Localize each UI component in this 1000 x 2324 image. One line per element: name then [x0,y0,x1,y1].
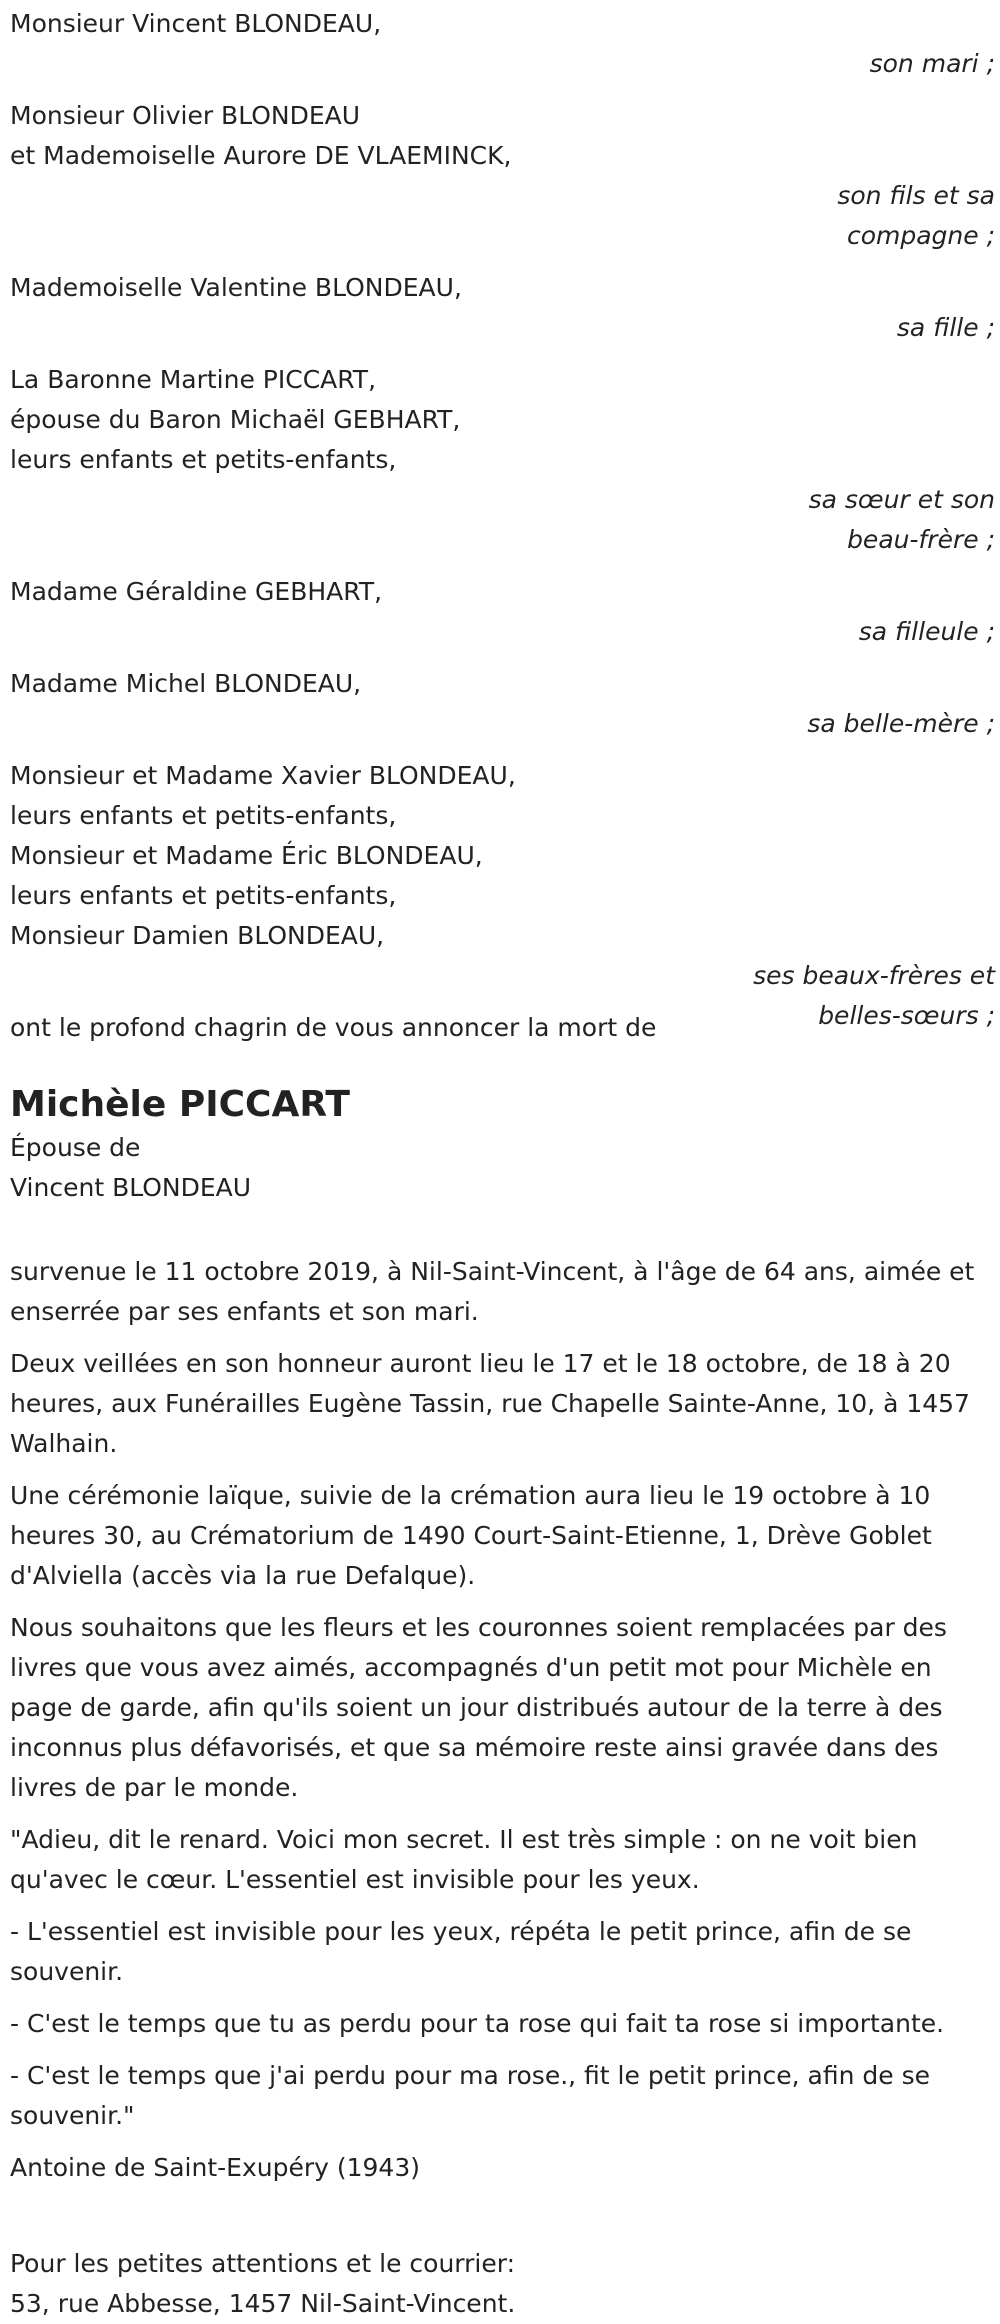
family-role [10,956,995,1036]
paragraph-death-details: survenue le 11 octobre 2019, à Nil-Saint-Vincent, à l'âge de 64 ans, aimée et enserrée par ses enfants et son mari. [10,1257,975,1326]
family-names [10,4,990,44]
family-name-line: La Baronne Martine PICCART, [10,365,377,394]
family-names [10,664,990,704]
family-names [10,572,990,612]
quote-line: "Adieu, dit le renard. Voici mon secret. Il est très simple : on ne voit bien qu'avec le cœur. L'essentiel est invisible pour les yeux. [10,1825,918,1894]
deceased-name: Michèle PICCART [10,1084,350,1125]
family-group-son [10,96,995,256]
family-name-line: leurs enfants et petits-enfants, [10,801,397,830]
family-role-line: sa sœur et son [808,485,995,514]
contact-address: 53, rue Abbesse, 1457 Nil-Saint-Vincent. [10,2289,516,2318]
family-name-line: Monsieur et Madame Xavier BLONDEAU, [10,761,516,790]
family-group-goddaughter [10,572,995,652]
family-role-line: sa fille ; [896,313,995,342]
spacer [10,2200,990,2244]
family-role [10,612,995,652]
family-role-line: ses beaux-frères et [753,961,995,990]
family-name-line: Madame Géraldine GEBHART, [10,577,383,606]
family-names [10,360,990,480]
family-names [10,268,990,308]
family-group-sister [10,360,995,560]
family-role-line: son fils et sa [837,181,995,210]
family-group-mother-in-law [10,664,995,744]
family-name-line: épouse du Baron Michaël GEBHART, [10,405,461,434]
family-role [10,704,995,744]
family-name-line: Mademoiselle Valentine BLONDEAU, [10,273,462,302]
quote-line: - C'est le temps que tu as perdu pour ta rose qui fait ta rose si importante. [10,2009,945,2038]
family-role [10,480,995,560]
announcement-intro: ont le profond chagrin de vous annoncer la mort de [10,1013,657,1042]
quote-line: - L'essentiel est invisible pour les yeux, répéta le petit prince, afin de se souvenir. [10,1917,912,1986]
family-role [10,308,995,348]
family-name-line: Monsieur et Madame Éric BLONDEAU, [10,841,483,870]
family-role [10,44,995,84]
family-role [10,176,995,256]
family-role-line: sa filleule ; [858,617,995,646]
family-role-line: son mari ; [869,49,995,78]
family-name-line: et Mademoiselle Aurore DE VLAEMINCK, [10,141,512,170]
family-name-line: Monsieur Damien BLONDEAU, [10,921,385,950]
paragraph-ceremony: Une cérémonie laïque, suivie de la crémation aura lieu le 19 octobre à 10 heures 30, au Crématorium de 1490 Court-Saint-Etienne, 1, Drève Goblet d'Alviella (accès via la rue Defalque). [10,1481,932,1590]
family-role-line: beau-frère ; [847,525,995,554]
family-name-line: leurs enfants et petits-enfants, [10,881,397,910]
family-group-husband [10,4,995,84]
paragraph-vigils: Deux veillées en son honneur auront lieu le 17 et le 18 octobre, de 18 à 20 heures, aux Funérailles Eugène Tassin, rue Chapelle Sainte-Anne, 10, à 1457 Walhain. [10,1349,970,1458]
spouse-name: Vincent BLONDEAU [10,1173,252,1202]
family-group-in-laws [10,756,995,1036]
family-name-line: Monsieur Vincent BLONDEAU, [10,9,382,38]
family-group-daughter [10,268,995,348]
family-name-line: Monsieur Olivier BLONDEAU [10,101,361,130]
paragraph-books-request: Nous souhaitons que les fleurs et les couronnes soient remplacées par des livres que vous avez aimés, accompagnés d'un petit mot pour Michèle en page de garde, afin qu'ils soient un jour distribués autour de la terre à des inconnus plus défavorisés, et que sa mémoire reste ainsi gravée dans des livres de par le monde. [10,1613,947,1802]
family-role-line: sa belle-mère ; [807,709,995,738]
family-role-line: compagne ; [846,221,995,250]
spouse-label: Épouse de [10,1133,141,1162]
family-name-line: leurs enfants et petits-enfants, [10,445,397,474]
family-name-line: Madame Michel BLONDEAU, [10,669,362,698]
family-names [10,756,990,956]
spacer [10,1208,990,1252]
quote-line: - C'est le temps que j'ai perdu pour ma rose., fit le petit prince, afin de se souvenir." [10,2061,930,2130]
contact-label: Pour les petites attentions et le courrier: [10,2249,516,2278]
quote-attribution: Antoine de Saint-Exupéry (1943) [10,2153,420,2182]
family-names [10,96,990,176]
family-role-line: belles-sœurs ; [818,1001,995,1030]
